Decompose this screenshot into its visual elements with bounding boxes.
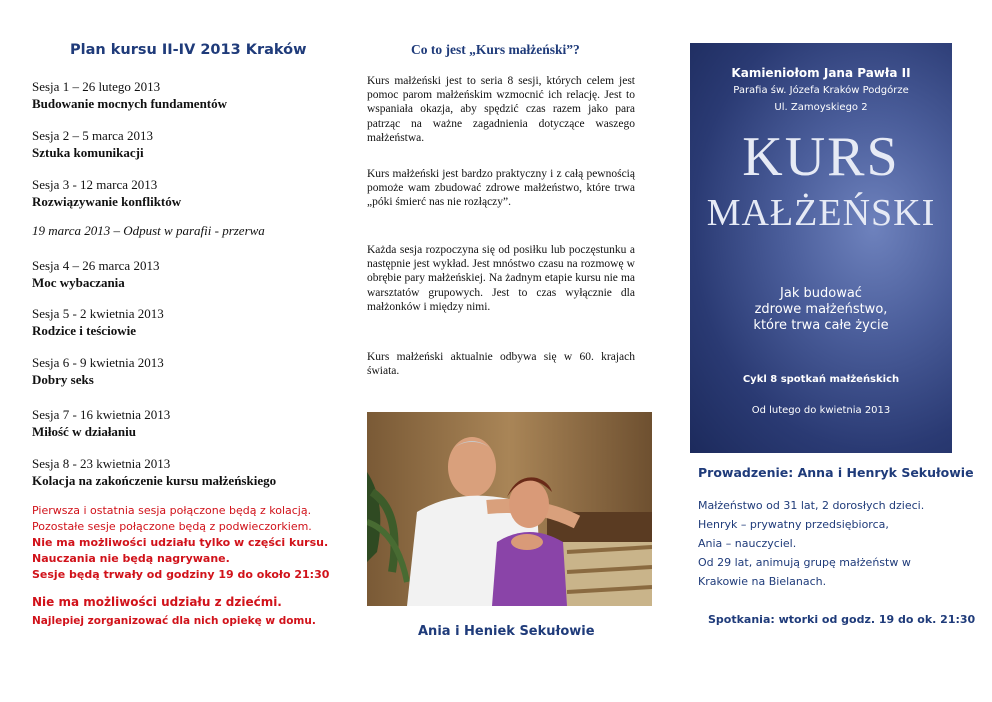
cover-parish: Parafia św. Józefa Kraków Podgórze xyxy=(733,85,909,96)
couple-photo xyxy=(367,412,652,606)
cover-period: Od lutego do kwietnia 2013 xyxy=(751,405,891,416)
session-date: Sesja 2 – 5 marca 2013 xyxy=(32,128,153,143)
session-date: Sesja 5 - 2 kwietnia 2013 xyxy=(32,306,164,321)
note-line: Pierwsza i ostatnia sesja połączone będą z kolacją. xyxy=(32,504,312,517)
leaders-heading: Prowadzenie: Anna i Henryk Sekułowie xyxy=(698,465,974,480)
leaders-line: Henryk – prywatny przedsiębiorca, xyxy=(698,518,889,531)
meetings-info: Spotkania: wtorki od godz. 19 do ok. 21:30 xyxy=(708,613,976,626)
children-note: Najlepiej zorganizować dla nich opiekę w domu. xyxy=(32,615,316,627)
session-date: Sesja 6 - 9 kwietnia 2013 xyxy=(32,355,164,370)
session-title: Budowanie mocnych fundamentów xyxy=(32,96,228,111)
session-title: Rodzice i teściowie xyxy=(32,323,136,338)
session-date: Sesja 3 - 12 marca 2013 xyxy=(32,177,158,192)
leaders-line: Od 29 lat, animują grupę małżeństw w xyxy=(698,556,911,569)
session-title: Dobry seks xyxy=(32,372,94,387)
cover-subtitle xyxy=(690,286,952,334)
course-notes xyxy=(32,503,329,583)
couple-photo-illustration xyxy=(367,412,652,606)
session-1 xyxy=(32,78,227,112)
leaders-line: Małżeństwo od 31 lat, 2 dorosłych dzieci. xyxy=(698,499,925,512)
note-line: Nie ma możliwości udziału tylko w części kursu. xyxy=(32,536,329,549)
note-line: Pozostałe sesje połączone będą z podwieczorkiem. xyxy=(32,520,312,533)
note-line: Sesje będą trwały od godziny 19 do około 21:30 xyxy=(32,568,330,581)
photo-caption: Ania i Heniek Sekułowie xyxy=(418,624,595,639)
session-title: Kolacja na zakończenie kursu małżeńskiego xyxy=(32,473,277,488)
cover-cycle: Cykl 8 spotkań małżeńskich xyxy=(742,374,900,385)
cover-place: Kamieniołom Jana Pawła II xyxy=(731,66,911,80)
session-date: Sesja 4 – 26 marca 2013 xyxy=(32,258,160,273)
cover-title-word-2: MAŁŻEŃSKI xyxy=(706,192,936,234)
about-course-heading: Co to jest „Kurs małżeński”? xyxy=(411,42,580,57)
cover-street: Ul. Zamoyskiego 2 xyxy=(774,102,868,113)
session-date: Sesja 1 – 26 lutego 2013 xyxy=(32,79,161,94)
session-7 xyxy=(32,406,170,440)
cover-title-word-1: KURS xyxy=(742,126,900,188)
about-paragraph-2: Kurs małżeński jest bardzo praktyczny i z całą pewnością pomoże wam zbudować zdrowe małżeństwo, które trwa „póki śmierć nas nie rozłączy”. xyxy=(367,168,635,209)
session-title: Sztuka komunikacji xyxy=(32,145,144,160)
session-4 xyxy=(32,257,159,291)
about-paragraph-4: Kurs małżeński aktualnie odbywa się w 60. krajach świata. xyxy=(367,351,635,378)
leaders-line: Ania – nauczyciel. xyxy=(698,537,797,550)
children-title: Nie ma możliwości udziału z dziećmi. xyxy=(32,595,282,609)
session-8 xyxy=(32,455,276,489)
session-title: Rozwiązywanie konfliktów xyxy=(32,194,182,209)
session-title: Moc wybaczania xyxy=(32,275,125,290)
cover-subtitle-line: zdrowe małżeństwo, xyxy=(754,302,888,317)
about-paragraph-3: Każda sesja rozpoczyna się od posiłku lub poczęstunku a następnie jest wykład. Jest mnóstwo czasu na rozmowę w obrębie pary małżeńskiej. Na żadnym etapie kursu nie ma warsztatów grupowych. Jest to czas wyłącznie dla małżonków i między nimi. xyxy=(367,244,635,313)
session-2 xyxy=(32,127,153,161)
note-line: Nauczania nie będą nagrywane. xyxy=(32,552,230,565)
break-note: 19 marca 2013 – Odpust w parafii - przerwa xyxy=(32,223,265,238)
session-date: Sesja 8 - 23 kwietnia 2013 xyxy=(32,456,171,471)
cover-subtitle-line: które trwa całe życie xyxy=(753,318,889,333)
cover-subtitle-line: Jak budować xyxy=(780,286,862,301)
session-5 xyxy=(32,305,164,339)
session-6 xyxy=(32,354,164,388)
session-title: Miłość w działaniu xyxy=(32,424,137,439)
brochure-cover xyxy=(690,43,952,453)
about-paragraph-1: Kurs małżeński jest to seria 8 sesji, których celem jest pomoc parom małżeńskim wzmocnić ich relację. Jest to wspaniała okazja, aby spędzić czas razem jako para patrząc na ważne zagadnienia dotyczące waszego małżeństwa. xyxy=(367,75,635,144)
leaders-line: Krakowie na Bielanach. xyxy=(698,575,827,588)
course-plan-heading: Plan kursu II-IV 2013 Kraków xyxy=(70,42,307,58)
session-3 xyxy=(32,176,181,210)
session-date: Sesja 7 - 16 kwietnia 2013 xyxy=(32,407,171,422)
leaders-info xyxy=(698,496,924,591)
